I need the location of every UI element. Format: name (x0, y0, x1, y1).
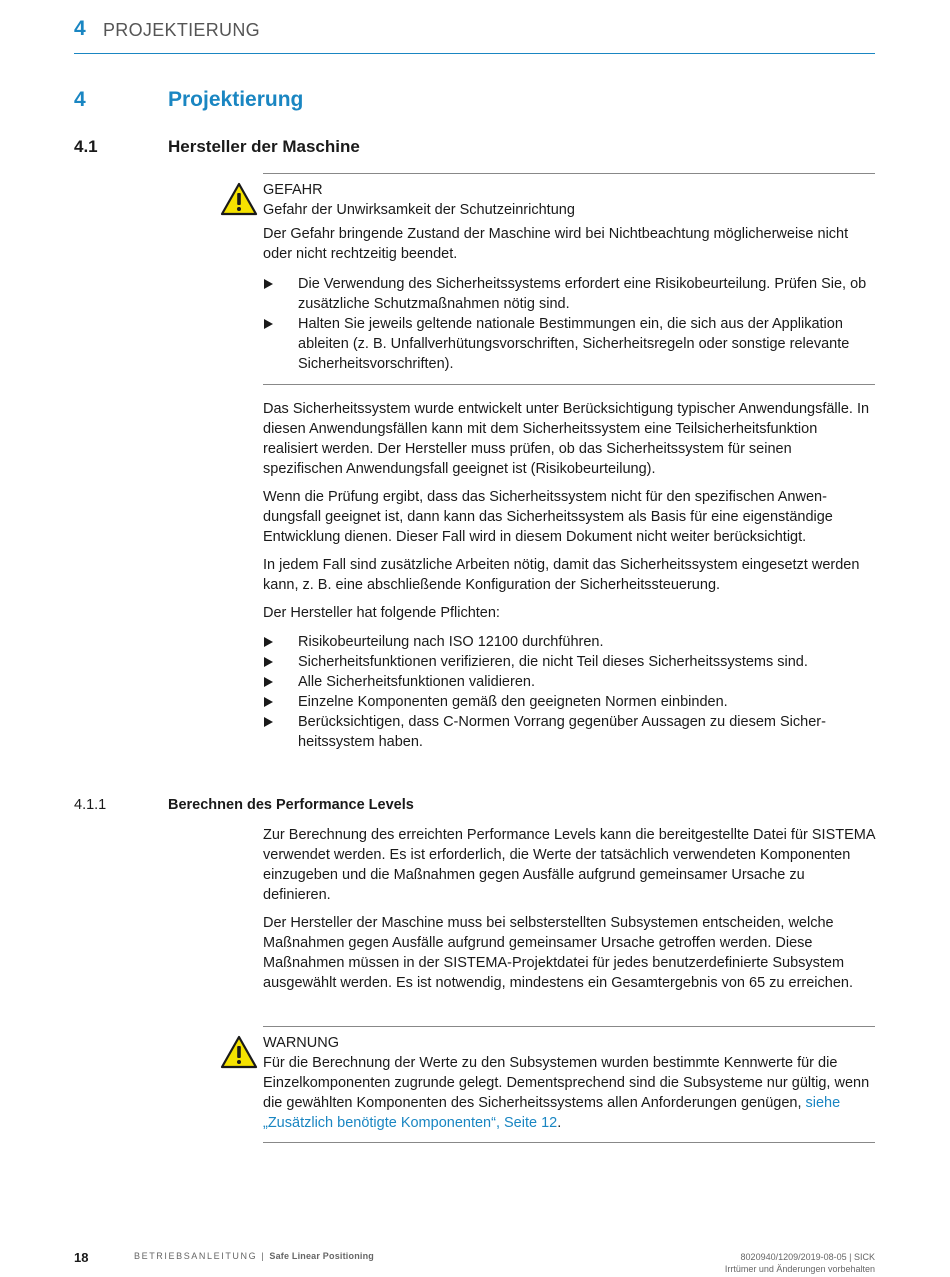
list-item: Risikobeurteilung nach ISO 12100 durchführen. (263, 632, 875, 652)
duties-list (263, 632, 875, 752)
header-chapter-title: PROJEKTIERUNG (103, 20, 260, 40)
heading3-title: Berechnen des Performance Levels (168, 797, 414, 813)
page-number: 18 (74, 1250, 89, 1265)
list-item: Berücksichtigen, dass C-Normen Vorrang gegenüber Aussagen zu diesem Sicherheitssystem haben. (263, 712, 875, 752)
header-chapter-number: 4 (74, 17, 86, 40)
footer-document-title: BETRIEBSANLEITUNG | Safe Linear Positioning (134, 1251, 374, 1261)
bullet-arrow-icon (264, 697, 273, 707)
danger-list (263, 274, 875, 374)
list-item: Die Verwendung des Sicherheitssystems erfordert eine Risikobeurteilung. Prüfen Sie, ob zusätzliche Schutzmaßnahmen nötig sind. (263, 274, 875, 314)
heading2-number: 4.1 (74, 137, 98, 156)
bullet-arrow-icon (264, 319, 273, 329)
body-section (263, 399, 875, 752)
danger-bottom-rule (263, 384, 875, 385)
danger-text: Der Gefahr bringende Zustand der Maschine wird bei Nichtbeachtung möglicherweise nicht oder nicht rechtzeitig beendet. (263, 226, 849, 262)
header-rule (74, 53, 875, 54)
heading1-title: Projektierung (168, 88, 304, 111)
cross-reference-link[interactable]: siehe „Zusätzlich benötigte Komponenten“, Seite 12 (263, 1095, 841, 1131)
danger-notice (263, 180, 875, 374)
danger-top-rule (263, 173, 875, 174)
warning-triangle-icon (220, 1035, 258, 1069)
footer-doc-id: 8020940/1209/2019-08-05 | SICK (740, 1252, 875, 1262)
footer-disclaimer: Irrtümer und Änderungen vorbehalten (724, 1264, 875, 1274)
body-paragraph: In jedem Fall sind zusätzliche Arbeiten nötig, damit das Sicherheitssystem eingesetzt werden kann, z. B. eine abschließende Konfiguration der Sicherheitssteuerung. (263, 557, 860, 593)
footer-document-info (725, 1251, 875, 1275)
body-paragraph: Wenn die Prüfung ergibt, dass das Sicherheitssystem nicht für den spezifischen Anwendungsfall geeignet ist, dann kann das Sicherheitssystem als Basis für eine eigenständige Entwicklung dienen. Dieser Fall wird in diesem Dokument nicht weiter berücksichtigt. (263, 489, 833, 545)
body-paragraph: Das Sicherheitssystem wurde entwickelt unter Berücksichtigung typischer Anwendungsfälle. In diesen Anwendungsfällen kann mit dem Sicherheitssystem eine Teilsicherheitsfunktion realisiert werden. Der Hersteller muss prüfen, ob das Sicherheitssystem für seinen spezifischen Anwendungsfall geeignet ist (Risikobeurteilung). (263, 401, 870, 477)
body-paragraph: Zur Berechnung des erreichten Performance Levels kann die bereitgestellte Datei für SISTEMA verwendet werden. Es ist erforderlich, die Werte der tatsächlich verwendeten Komponenten einzugeben und die Maßnahmen gegen Ausfälle aufgrund gemeinsamer Ursache zu definieren. (263, 827, 875, 903)
list-item: Alle Sicherheitsfunktionen validieren. (263, 672, 875, 692)
danger-subtitle: Gefahr der Unwirksamkeit der Schutzeinrichtung (263, 202, 575, 218)
bullet-arrow-icon (264, 637, 273, 647)
list-item: Halten Sie jeweils geltende nationale Bestimmungen ein, die sich aus der Applikation ableiten (z. B. Unfallverhütungsvorschriften, Sicherheitsregeln oder sonstige relevante Sicherheitsvorschriften). (263, 314, 875, 374)
danger-signal-word: GEFAHR (263, 182, 323, 198)
heading2-title: Hersteller der Maschine (168, 137, 360, 156)
heading1-number: 4 (74, 88, 86, 111)
body-paragraph: Der Hersteller hat folgende Pflichten: (263, 605, 500, 621)
bullet-arrow-icon (264, 717, 273, 727)
warning-notice (263, 1033, 875, 1133)
warning-text: Für die Berechnung der Werte zu den Subsystemen wurden bestimmte Kennwerte für die Einzelkomponenten zugrunde gelegt. Dementsprechend sind die Subsysteme nur gültig, wenn die gewählten Komponenten des Sicherheitssystems allen Anforderungen genügen, siehe „Zusätzlich benötigte Komponenten“, Seite 12. (263, 1055, 870, 1131)
bullet-arrow-icon (264, 677, 273, 687)
warning-triangle-icon (220, 182, 258, 216)
warning-signal-word: WARNUNG (263, 1035, 339, 1051)
warning-bottom-rule (263, 1142, 875, 1143)
list-item: Sicherheitsfunktionen verifizieren, die nicht Teil dieses Sicherheitssystems sind. (263, 652, 875, 672)
bullet-arrow-icon (264, 657, 273, 667)
bullet-arrow-icon (264, 279, 273, 289)
list-item: Einzelne Komponenten gemäß den geeigneten Normen einbinden. (263, 692, 875, 712)
body-paragraph: Der Hersteller der Maschine muss bei selbsterstellten Subsystemen entscheiden, welche Maßnahmen gegen Ausfälle aufgrund gemeinsamer Ursache getroffen werden. Diese Maßnahmen müssen in der SISTEMA-Projektdatei für jedes benutzerdefinierte Subsystem ausgewählt werden. Es ist notwendig, mindestens ein Gesamtergebnis von 65 zu erreichen. (263, 915, 853, 991)
heading3-number: 4.1.1 (74, 797, 107, 813)
warning-top-rule (263, 1026, 875, 1027)
section-4-1-1 (263, 825, 875, 993)
